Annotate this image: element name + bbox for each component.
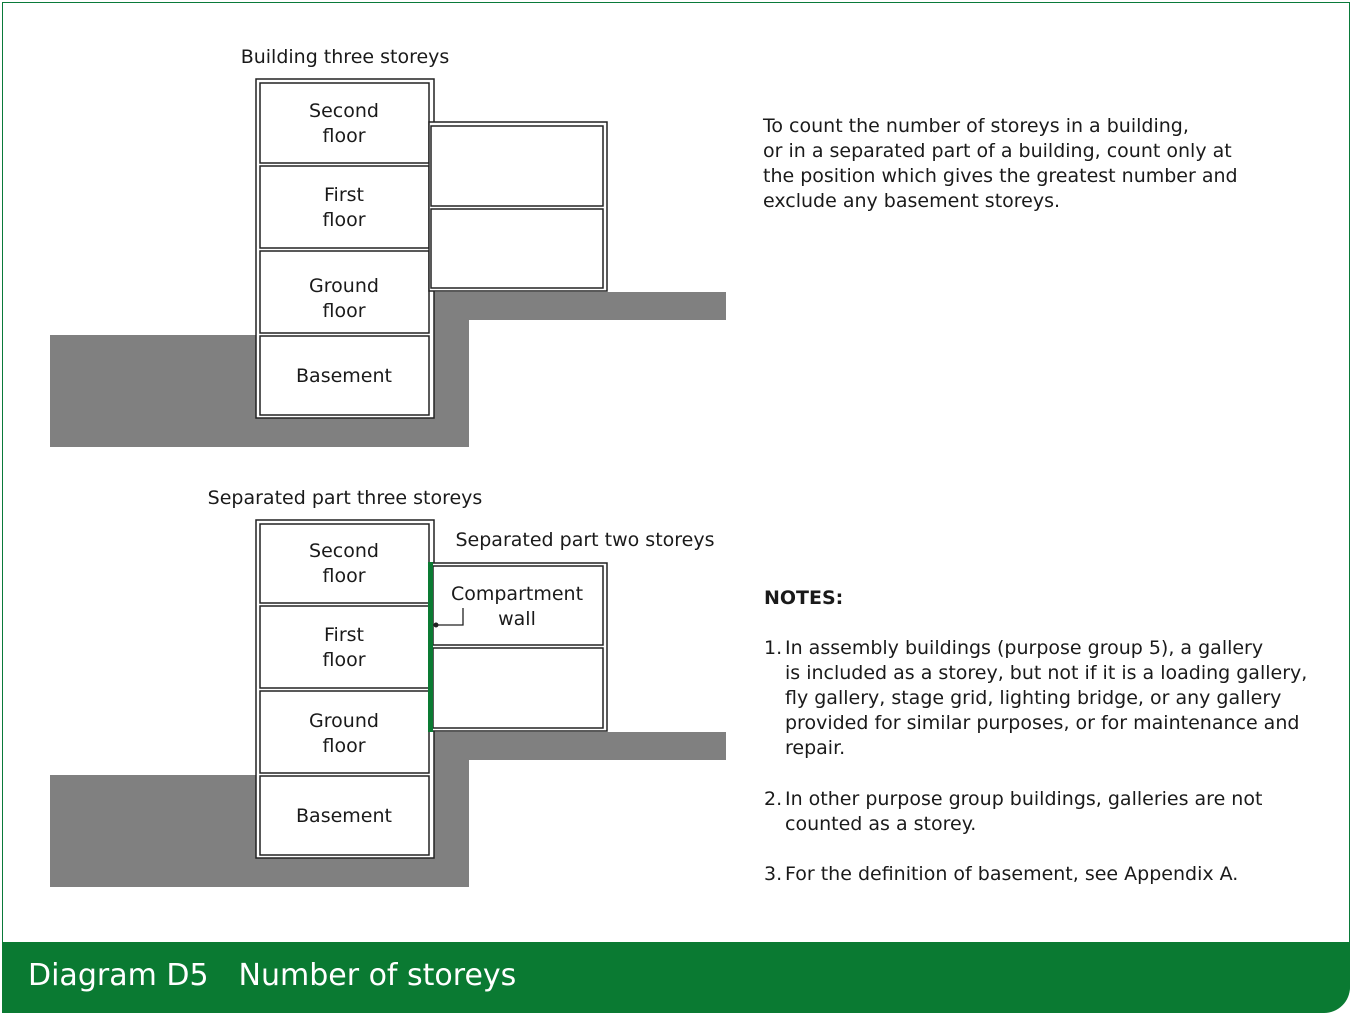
note-number: 3. [764, 863, 783, 885]
bottom-first-l1: First [324, 624, 364, 646]
diagram-caption [28, 958, 516, 993]
note-line: In other purpose group buildings, galleries are not [785, 788, 1263, 810]
note-line: fly gallery, stage grid, lighting bridge, or any gallery [785, 687, 1282, 709]
note-line: provided for similar purposes, or for maintenance and [785, 712, 1300, 734]
note-line: For the definition of basement, see Appendix A. [785, 863, 1239, 885]
description-line: or in a separated part of a building, count only at [763, 140, 1232, 162]
note-line: is included as a storey, but not if it is a loading gallery, [785, 662, 1308, 684]
annex-upper [431, 126, 603, 206]
two-storey-lower [433, 648, 603, 728]
note-number: 1. [764, 637, 783, 659]
note-text [785, 862, 1238, 887]
top-first-l1: First [324, 184, 364, 206]
note-number: 2. [764, 788, 783, 810]
bottom-ground-l1: Ground [309, 710, 379, 732]
description-line: exclude any basement storeys. [763, 190, 1061, 212]
bottom-first-l2: floor [322, 649, 366, 671]
annex-lower [431, 209, 603, 288]
description-line: the position which gives the greatest number and [763, 165, 1238, 187]
top-title: Building three storeys [240, 46, 450, 68]
description-paragraph [763, 114, 1238, 214]
floor-box-first-b [260, 606, 429, 688]
bottom-second-l1: Second [309, 540, 379, 562]
floor-box-ground-b [260, 691, 429, 773]
diagram-title: Number of storeys [238, 958, 517, 993]
top-second-l2: floor [322, 125, 366, 147]
floor-box-second [260, 83, 429, 163]
top-ground-l1: Ground [309, 275, 379, 297]
top-diagram [50, 46, 726, 447]
note-line: counted as a storey. [785, 813, 977, 835]
bottom-basement: Basement [296, 805, 392, 827]
bottom-ground-l2: floor [322, 735, 366, 757]
wall-leader-dot [434, 623, 439, 628]
top-ground-l2: floor [322, 300, 366, 322]
bottom-side-title: Separated part two storeys [455, 529, 715, 551]
top-first-l2: floor [322, 209, 366, 231]
top-basement: Basement [296, 365, 392, 387]
floor-box-second-b [260, 524, 429, 603]
wall-label-1: Compartment [450, 583, 584, 605]
wall-label-2: wall [498, 608, 536, 630]
top-second-l1: Second [309, 100, 379, 122]
note-line: repair. [785, 737, 846, 759]
note-text [785, 636, 1307, 761]
bottom-second-l2: floor [322, 565, 366, 587]
floor-box-first [260, 166, 429, 248]
bottom-title: Separated part three storeys [207, 487, 483, 509]
note-text [785, 787, 1262, 837]
diagram-caption-bar [2, 942, 1350, 1013]
diagram-id: Diagram D5 [28, 958, 209, 993]
note-line: In assembly buildings (purpose group 5), a gallery [785, 637, 1264, 659]
compartment-wall [428, 562, 433, 732]
description-line: To count the number of storeys in a building, [763, 115, 1189, 137]
notes-heading: NOTES: [764, 587, 844, 609]
two-storey-upper [433, 566, 603, 645]
bottom-diagram [50, 487, 726, 887]
